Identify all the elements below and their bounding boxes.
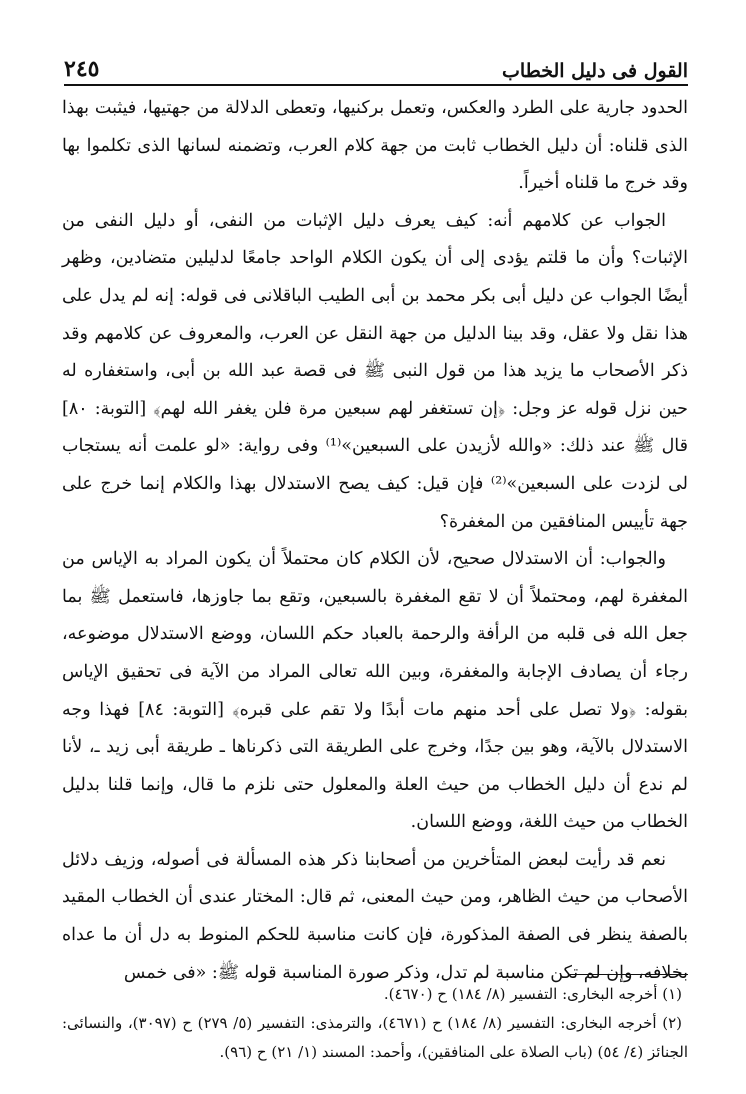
footnote-divider (570, 974, 688, 975)
paragraph-4: نعم قد رأيت لبعض المتأخرين من أصحابنا ذكر هذه المسألة فى أصوله، وزيف دلائل الأصحاب من حيث الظاهر، ومن حيث المعنى، ثم قال: المختار عندى أن الخطاب المقيد بالصفة ينظر فى الصفة المذكورة، فإن كانت مناسبة للحكم المنوط به دل أن ما عداه بخلافه، وإن لم تكن مناسبة لم تدل، وذكر صورة المناسبة قوله ﷺ: «فى خمس (62, 849, 688, 983)
paragraph-1: الحدود جارية على الطرد والعكس، وتعمل بركنيها، وتعطى الدلالة من جهتيها، فيثبت بهذا الذى قلناه: أن دليل الخطاب ثابت من جهة كلام العرب، وتضمنه لسانها الذى تكلموا بها وقد خرج ما قلناه أخيراً. (62, 98, 688, 194)
footnote-1: (١) أخرجه البخارى: التفسير (٨/ ١٨٤) ح (٤٦٧٠). (383, 985, 682, 1003)
paragraph-3: والجواب: أن الاستدلال صحيح، لأن الكلام كان محتملاً أن يكون المراد به الإياس من المغفرة لهم، ومحتملاً أن لا تقع المغفرة بالسبعين، وتقع بما جاوزها، فاستعمل ﷺ بما جعل الله فى قلبه من الرأفة والرحمة بالعباد حكم اللسان، ووضع الاستدلال موضوعه، رجاء أن يصادف الإجابة والمغفرة، وبين الله تعالى المراد من الآية فى تحقيق الإياس بقوله: ﴿ولا تصل على أحد منهم مات أبدًا ولا تقم على قبره﴾ [التوبة: ٨٤] فهذا وجه الاستدلال بالآية، وهو بين جدًا، وخرج على الطريقة التى ذكرناها ـ طريقة أبى زيد ـ، لأنا لم ندع أن دليل الخطاب من حيث العلة والمعلول حتى نلزم ما قال، وإنما قلنا بدليل الخطاب من حيث اللغة، ووضع اللسان. (62, 549, 688, 833)
footnote-2: (٢) أخرجه البخارى: التفسير (٨/ ١٨٤) ح (٤٦٧١)، والترمذى: التفسير (٥/ ٢٧٩) ح (٣٠٩٧)، والنسائى: الجنائز (٤/ ٥٤) (باب الصلاة على المنافقين)، وأحمد: المسند (١/ ٢١) ح (٩٦). (62, 1014, 688, 1061)
page-number: ٢٤٥ (64, 56, 100, 82)
footnotes (62, 980, 688, 1067)
paragraph-2: الجواب عن كلامهم أنه: كيف يعرف دليل الإثبات من النفى، أو دليل النفى من الإثبات؟ وأن ما قلتم يؤدى إلى أن يكون الكلام الواحد جامعًا لدليلين متضادين، وظهر أيضًا الجواب عن دليل أبى بكر محمد بن أبى الطيب الباقلانى فى قوله: إنه لم يدل على هذا نقل ولا عقل، وقد بينا الدليل من جهة النقل عن العرب، والمعروف عن كلامهم وقد ذكر الأصحاب ما يزيد هذا من قول النبى ﷺ فى قصة عبد الله بن أبى، واستغفاره له حين نزل قوله عز وجل: ﴿إن تستغفر لهم سبعين مرة فلن يغفر الله لهم﴾ [التوبة: ٨٠] قال ﷺ عند ذلك: «والله لأزيدن على السبعين»⁽¹⁾ وفى رواية: «لو علمت أنه يستجاب لى لزدت على السبعين»⁽²⁾ فإن قيل: كيف يصح الاستدلال بهذا والكلام إنما خرج على جهة تأييس المنافقين من المغفرة؟ (62, 210, 688, 532)
header-title: القول فى دليل الخطاب (501, 60, 688, 82)
running-header (64, 42, 688, 86)
main-text (62, 90, 688, 992)
